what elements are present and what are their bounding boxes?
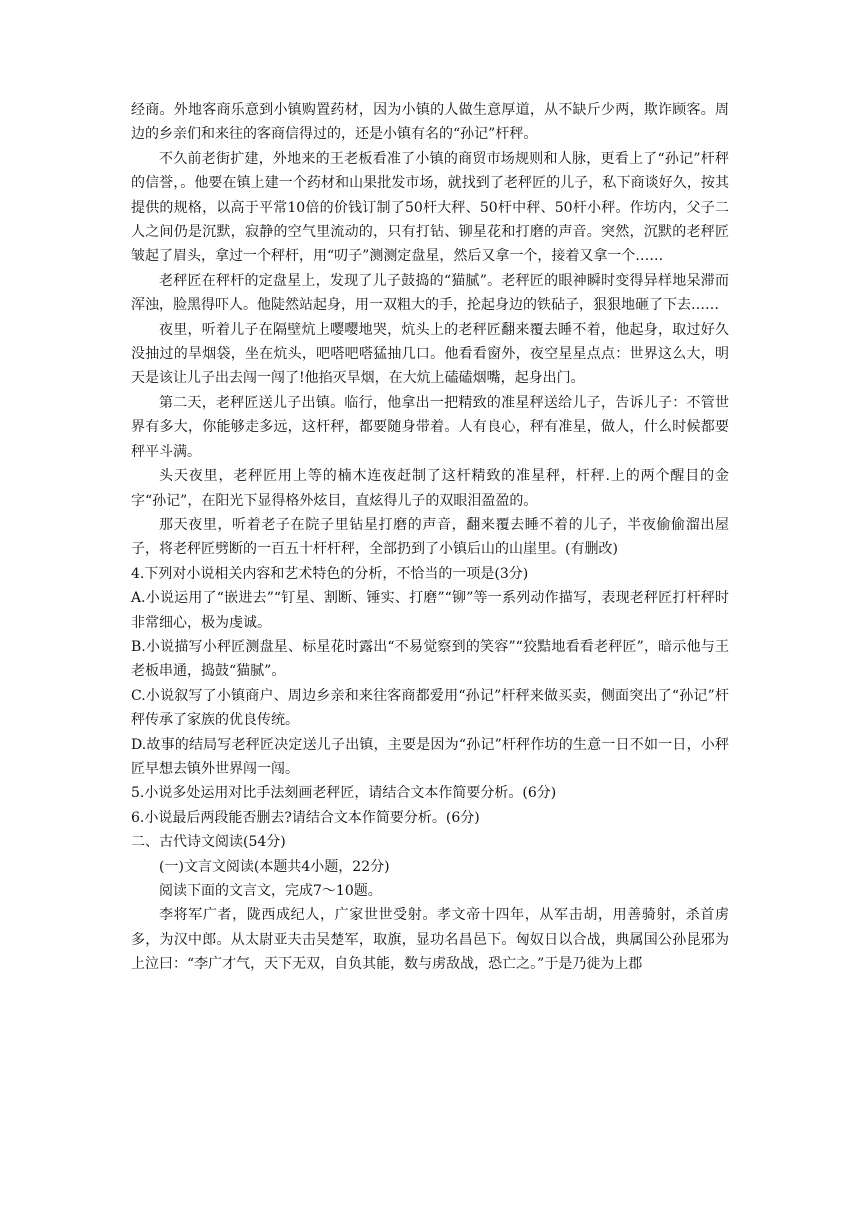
paragraph-4: 夜里，听着儿子在隔壁炕上嘤嘤地哭，炕头上的老秤匠翻来覆去睡不着，他起身，取过好久没抽过的旱烟袋，坐在炕头，吧嗒吧嗒猛抽几口。他看看窗外，夜空星星点点：世界这么大，明天是该让儿子出去闯一闯了!他掐灭旱烟，在大炕上磕磕烟嘴，起身出门。 [131, 321, 729, 387]
question-4: 4.下列对小说相关内容和艺术特色的分析，不恰当的一项是(3分) [131, 565, 529, 582]
question-5: 5.小说多处运用对比手法刻画老秤匠，请结合文本作简要分析。(6分) [131, 785, 557, 802]
paragraph-7: 那天夜里，听着老子在院子里钻星打磨的声音，翻来覆去睡不着的儿子，半夜偷偷溜出屋子，将老秤匠劈断的一百五十杆杆秤，全部扔到了小镇后山的山崖里。(有删改) [131, 516, 729, 558]
option-a: A.小说运用了“嵌进去”“钉星、割断、锤实、打磨”“铆”等一系列动作描写，表现老秤匠打杆秤时非常细心，极为虔诚。 [131, 590, 729, 631]
reading-instruction: 阅读下面的文言文，完成7～10题。 [159, 883, 382, 899]
section-heading: 二、古代诗文阅读(54分) [131, 834, 286, 851]
subsection-heading: (一)文言文阅读(本题共4小题，22分) [159, 858, 390, 875]
option-d: D.故事的结局写老秤匠决定送儿子出镇，主要是因为“孙记”杆秤作坊的生意一日不如一日，小秤匠早想去镇外世界闯一闯。 [131, 736, 729, 777]
paragraph-1: 经商。外地客商乐意到小镇购置药材，因为小镇的人做生意厚道，从不缺斤少两，欺诈顾客。周边的乡亲们和来往的客商信得过的，还是小镇有名的“孙记”杆秤。 [131, 102, 729, 143]
classical-text-paragraph: 李将军广者，陇西成纪人，广家世世受射。孝文帝十四年，从军击胡，用善骑射，杀首虏多，为汉中郎。从太尉亚夫击吴楚军，取旗，显功名昌邑下。匈奴日以合战，典属国公孙昆邪为上泣曰：“李广才气，天下无双，自负其能，数与虏敌战，恐亡之。”于是乃徙为上郡 [131, 907, 729, 973]
option-c: C.小说叙写了小镇商户、周边乡亲和来往客商都爱用“孙记”杆秤来做买卖，侧面突出了“孙记”杆秤传承了家族的优良传统。 [131, 687, 729, 729]
paragraph-3: 老秤匠在秤杆的定盘星上，发现了儿子鼓捣的“猫腻”。老秤匠的眼神瞬时变得异样地呆滞而浑浊，脸黑得吓人。他陡然站起身，用一双粗大的手，抡起身边的铁砧子，狠狠地砸了下去…… [131, 272, 729, 314]
paragraph-5: 第二天，老秤匠送儿子出镇。临行，他拿出一把精致的准星秤送给儿子，告诉儿子：不管世界有多大，你能够走多远，这杆秤，都要随身带着。人有良心，秤有准星，做人，什么时候都要秤平斗满。 [131, 394, 729, 460]
document-page [131, 98, 729, 977]
paragraph-6: 头天夜里，老秤匠用上等的楠木连夜赶制了这杆精致的准星秤，杆秤.上的两个醒目的金字“孙记”，在阳光下显得格外炫目，直炫得儿子的双眼泪盈盈的。 [131, 468, 729, 509]
option-b: B.小说描写小秤匠测盘星、标星花时露出“不易觉察到的笑容”“狡黠地看看老秤匠”，暗示他与王老板串通，捣鼓“猫腻”。 [131, 638, 729, 680]
question-6: 6.小说最后两段能否删去?请结合文本作简要分析。(6分) [131, 809, 480, 826]
paragraph-2: 不久前老街扩建，外地来的王老板看准了小镇的商贸市场规则和人脉，更看上了“孙记”杆秤的信誉，。他要在镇上建一个药材和山果批发市场，就找到了老秤匠的儿子，私下商谈好久，按其提供的规格，以高于平常10倍的价钱订制了50杆大秤、50杆中秤、50杆小秤。作坊内，父子二人之间仍是沉默，寂静的空气里流动的，只有打钻、铆星花和打磨的声音。突然，沉默的老秤匠皱起了眉头，拿过一个秤杆，用“叨子”测测定盘星，然后又拿一个，接着又拿一个…… [131, 150, 729, 265]
